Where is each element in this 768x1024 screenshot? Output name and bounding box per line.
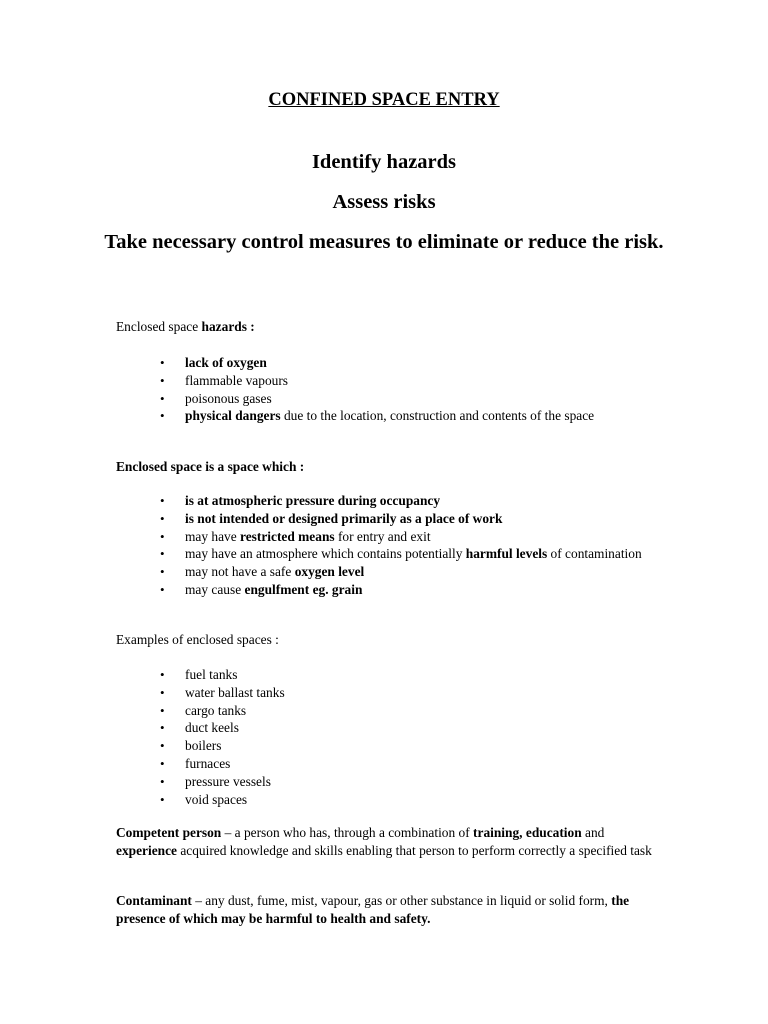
hazard-item-bold: lack of oxygen [185,355,267,370]
list-item [116,407,656,425]
list-item [116,719,656,737]
bullet-icon: • [160,791,165,807]
hazard-item-text: due to the location, construction and contents of the space [280,408,595,424]
list-item [116,666,656,684]
example-item-text: furnaces [185,755,231,771]
definition-text: – a person who has, through a combination of [221,825,474,840]
definition-item-pre: may cause [185,581,245,597]
definition-list [116,492,656,599]
hazard-item-text: poisonous gases [185,390,272,406]
definition-bold: training, education [473,825,582,840]
hazards-intro [116,318,656,336]
definition-intro-bold: Enclosed space is a space which : [116,459,305,474]
list-item [116,510,656,528]
bullet-icon: • [160,773,165,789]
bullet-icon: • [160,390,165,406]
competent-person-definition [116,824,656,859]
bullet-icon: • [160,581,165,597]
example-item-text: fuel tanks [185,667,238,682]
document-title: CONFINED SPACE ENTRY [268,90,500,110]
definition-item-pre: may have an atmosphere which contains potentially [185,546,466,562]
hazards-intro-bold: hazards : [201,319,255,334]
definition-item-pre: may have [185,528,241,544]
bullet-icon: • [160,564,165,580]
hazards-list [116,354,656,425]
bullet-icon: • [160,372,165,388]
bullet-icon: • [160,546,165,562]
competent-person-term: Competent person [116,825,222,840]
definition-item-bold: engulfment eg. grain [244,581,363,597]
hazard-item-bold: physical dangers [185,408,281,424]
heading-identify-hazards: Identify hazards [311,151,457,173]
definition-item-bold: harmful levels [465,546,548,562]
examples-list [116,666,656,808]
example-item-text: pressure vessels [185,773,271,789]
list-item [116,684,656,702]
bullet-icon: • [160,720,165,736]
bullet-icon: • [160,684,165,700]
list-item [116,581,656,599]
list-item [116,528,656,546]
list-item [116,773,656,791]
definition-item-bold: oxygen level [294,564,365,580]
heading-assess-risks: Assess risks [332,191,436,213]
bullet-icon: • [160,667,165,682]
bullet-icon: • [160,408,165,424]
bullet-icon: • [160,528,165,544]
list-item [116,492,656,510]
list-item [116,791,656,809]
heading-control-measures: Take necessary control measures to eliminate or reduce the risk. [104,231,664,253]
list-item [116,563,656,581]
definition-item-post: of contamination [547,546,642,562]
definition-bold: the presence of which may be harmful to health and safety. [116,893,630,926]
list-item [116,372,656,390]
example-item-text: duct keels [185,720,239,736]
bullet-icon: • [160,755,165,771]
definition-item-bold: is not intended or designed primarily as a place of work [185,510,503,526]
definition-text: – any dust, fume, mist, vapour, gas or other substance in liquid or solid form, [191,893,612,908]
definition-bold: experience [116,842,177,858]
example-item-text: water ballast tanks [185,684,285,700]
example-item-text: boilers [185,738,222,754]
definition-item-bold: restricted means [240,528,335,544]
contaminant-definition [116,892,656,927]
definition-intro [116,458,656,476]
definition-item-pre: may not have a safe [185,564,295,580]
list-item [116,390,656,408]
bullet-icon: • [160,355,165,370]
hazard-item-text: flammable vapours [185,372,288,388]
definition-text: and [581,825,605,840]
definition-item-bold: is at atmospheric pressure during occupancy [185,493,441,508]
examples-intro: Examples of enclosed spaces : [116,632,279,647]
list-item [116,354,656,372]
definition-item-post: for entry and exit [334,528,431,544]
bullet-icon: • [160,738,165,754]
bullet-icon: • [160,702,165,718]
list-item [116,737,656,755]
example-item-text: cargo tanks [185,702,247,718]
hazards-intro-text: Enclosed space [116,319,202,334]
list-item [116,702,656,720]
definition-text: acquired knowledge and skills enabling that person to perform correctly a specified task [176,842,652,858]
list-item [116,755,656,773]
contaminant-term: Contaminant [116,893,192,908]
list-item [116,545,656,563]
example-item-text: void spaces [185,791,248,807]
bullet-icon: • [160,493,165,508]
bullet-icon: • [160,510,165,526]
